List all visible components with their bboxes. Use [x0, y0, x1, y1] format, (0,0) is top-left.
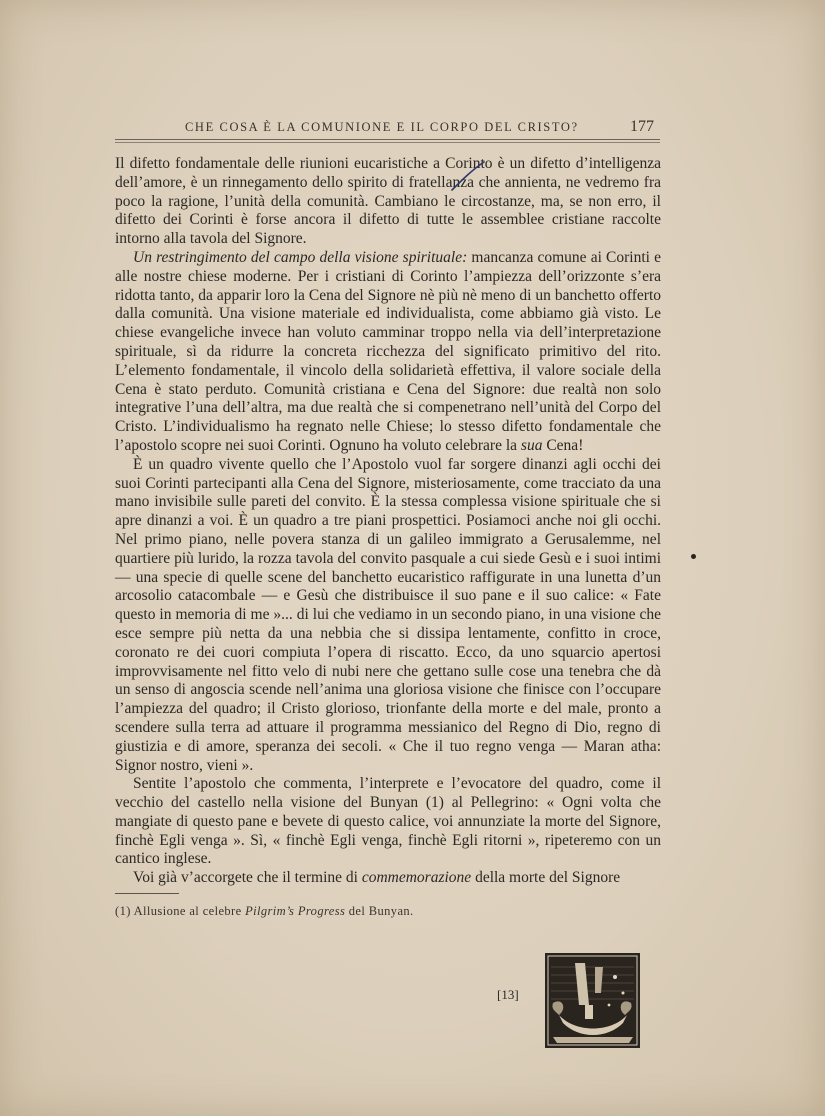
paragraph-4 [115, 775, 661, 869]
paragraph-5 [115, 869, 661, 888]
body-text [115, 155, 661, 888]
paragraph-2-text: mancanza comune ai Corinti e alle nostre chiese moderne. Per i cristiani di Corinto l’ampiezza dell’orizzonte s’era ridotta tanto, da apparir loro la Cena del Signore nè più nè meno di un banchetto offerto dalla comunità. Una visione materiale ed individualista, come abbiamo già visto. Le chiese evangeliche invece han voluto camminar troppo nella via dell’interpretazione spirituale, sì da ridurre la concreta ricchezza del significato primitivo del rito. L’elemento fondamentale, il vincolo della solidarietà effettiva, il valore sociale della Cena è stato perduto. Comunità cristiana e Cena del Signore: due realtà non solo integrative l’una dell’altra, ma due realtà che si compenetrano nell’unità del Corpo del Cristo. L’individualismo ha regnato nelle Chiese; lo stesso difetto fondamentale che l’apostolo scopre nei suoi Corinti. Ognuno ha voluto celebrare la [115, 248, 661, 454]
paragraph-1 [115, 155, 661, 249]
header-rule [115, 139, 660, 140]
footnote-rule [115, 893, 179, 894]
footnote-lead: (1) Allusione al celebre [115, 904, 246, 918]
footnote [115, 904, 615, 919]
paragraph-5-text-end: della morte del Signore [471, 869, 621, 887]
paragraph-3 [115, 456, 661, 776]
ink-spot [691, 554, 696, 559]
running-header-title: CHE COSA È LA COMUNIONE E IL CORPO DEL CRISTO? [185, 120, 579, 134]
woodcut-emblem-icon [545, 953, 640, 1048]
paragraph-2-italic-lead: Un restringimento del campo della visione spirituale: [133, 248, 468, 266]
paragraph-2 [115, 249, 661, 456]
page-number: 177 [630, 118, 654, 135]
running-header [115, 118, 660, 140]
header-rule-lower [115, 142, 660, 143]
paragraph-2-italic-word: sua [520, 436, 543, 454]
paragraph-1-text: Il difetto fondamentale delle riunioni eucaristiche a Corinto è un difetto d’intelligenza dell’amore, è un rinnegamento dello spirito di fratellanza che annienta, ne vedremo fra poco la ragione, l’unità della comunità. Cambiano le circostanze, ma, se non erro, il difetto dei Corinti è forse ancora il difetto di tutte le assemblee cristiane raccolte intorno alla tavola del Signore. [115, 155, 661, 248]
footnote-italic-title: Pilgrim’s Progress [245, 904, 346, 918]
paragraph-2-text-end: Cena! [542, 436, 584, 454]
footnote-tail: del Bunyan. [345, 904, 414, 918]
signature-mark: [13] [497, 987, 519, 1002]
paragraph-5-italic-word: commemorazione [361, 869, 472, 887]
paragraph-4-text: Sentite l’apostolo che commenta, l’interprete e l’evocatore del quadro, come il vecchio del castello nella visione del Bunyan (1) al Pellegrino: « Ogni volta che mangiate di questo pane e bevete di questo calice, voi annunziate la morte del Signore, finchè Egli venga ». Sì, « finchè Egli venga, finchè Egli ritorni », ripeteremo con un cantico inglese. [115, 775, 661, 868]
paragraph-3-text: È un quadro vivente quello che l’Apostolo vuol far sorgere dinanzi agli occhi dei suoi Corinti partecipanti alla Cena del Signore, misteriosamente, come tracciato da una mano invisibile sulle pareti del convito. È la stessa complessa visione spirituale che si apre dinanzi a voi. È un quadro a tre piani prospettici. Posiamoci anche noi gli occhi. Nel primo piano, nelle povera stanza di un galileo immigrato a Gerusalemme, nel quartiere più lurido, la rozza tavola del convito pasquale a cui siede Gesù e i suoi intimi — una specie di quelle scene del banchetto eucaristico raffigurate in una lunetta d’un arcosolio catacombale — e Gesù che distribuisce il suo pane e il suo calice: « Fate questo in memoria di me »... di lui che vediamo in un secondo piano, in una visione che esce sempre più netta da una nebbia che si dissipa lentamente, confitto in croce, coronato re dei cuori compiuta l’opera di riscatto. Ecco, da uno squarcio apertosi improvvisamente nel fitto velo di nubi nere che gettano sulle cose una tenebra che dà un senso di angoscia scende nell’anima una gloriosa visione che finisce con l’occupare l’ampiezza del quadro; il Cristo glorioso, trionfante della morte e del male, pronto a scendere sulla terra ad attuare il programma messianico del Regno di Dio, regno di giustizia e di amore, speranza dei secoli. « Che il tuo regno venga — Maran atha: Signor nostro, vieni ». [115, 455, 661, 774]
pen-mark-icon [448, 160, 488, 192]
paragraph-5-text: Voi già v’accorgete che il termine di [133, 869, 362, 887]
